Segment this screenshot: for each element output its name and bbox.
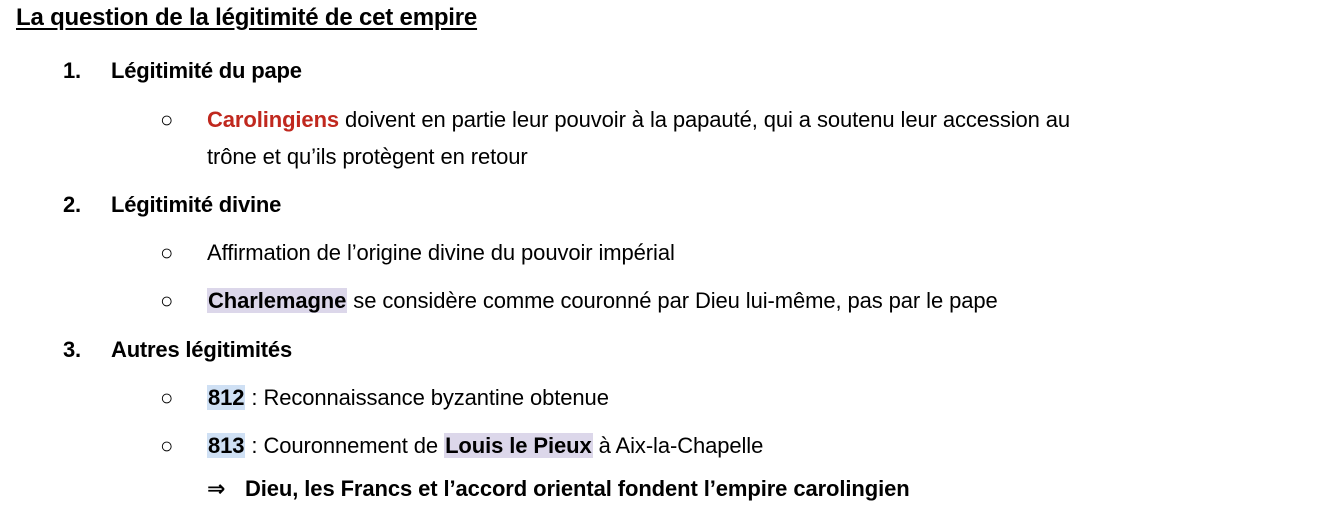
section-title: Légitimité du pape (111, 58, 302, 83)
circle-bullet-icon: ○ (160, 240, 174, 265)
highlight-carolingiens: Carolingiens (207, 107, 340, 132)
highlight-louis-le-pieux: Louis le Pieux (445, 433, 592, 458)
implies-arrow-icon: ⇒ (207, 476, 226, 501)
circle-bullet-icon: ○ (160, 107, 174, 132)
highlight-date-812: 812 (208, 385, 245, 410)
bullet-text (207, 101, 1299, 175)
conclusion-line (207, 476, 910, 502)
bullet-text-line2: trône et qu’ils protègent en retour (207, 144, 528, 169)
circle-bullet-icon: ○ (160, 433, 174, 458)
page-title: La question de la légitimité de cet empire (16, 4, 478, 31)
highlight-date-813: 813 (208, 433, 245, 458)
bullet-text-rest: se considère comme couronné par Dieu lui-même, pas par le pape (347, 288, 998, 313)
section-number: 3. (63, 337, 81, 362)
section-heading-3 (63, 337, 292, 363)
conclusion-text: Dieu, les Francs et l’accord oriental fondent l’empire carolingien (245, 476, 910, 501)
section-heading-2 (63, 192, 281, 218)
bullet-text-part-a: : Couronnement de (245, 433, 445, 458)
section-heading-1 (63, 58, 302, 84)
bullet-text (207, 427, 763, 464)
highlight-charlemagne: Charlemagne (208, 288, 347, 313)
section-title: Légitimité divine (111, 192, 282, 217)
circle-bullet-icon: ○ (160, 385, 174, 410)
bullet-text-part-b: à Aix-la-Chapelle (592, 433, 764, 458)
bullet-text: Affirmation de l’origine divine du pouvoir impérial (207, 240, 675, 265)
bullet-text (207, 379, 609, 416)
section-number: 1. (63, 58, 81, 83)
section-number: 2. (63, 192, 81, 217)
circle-bullet-icon: ○ (160, 288, 174, 313)
bullet-text (207, 282, 998, 319)
bullet-text-rest: : Reconnaissance byzantine obtenue (245, 385, 609, 410)
bullet-text-line1: doivent en partie leur pouvoir à la papauté, qui a soutenu leur accession au (339, 107, 1071, 132)
section-title: Autres légitimités (111, 337, 293, 362)
